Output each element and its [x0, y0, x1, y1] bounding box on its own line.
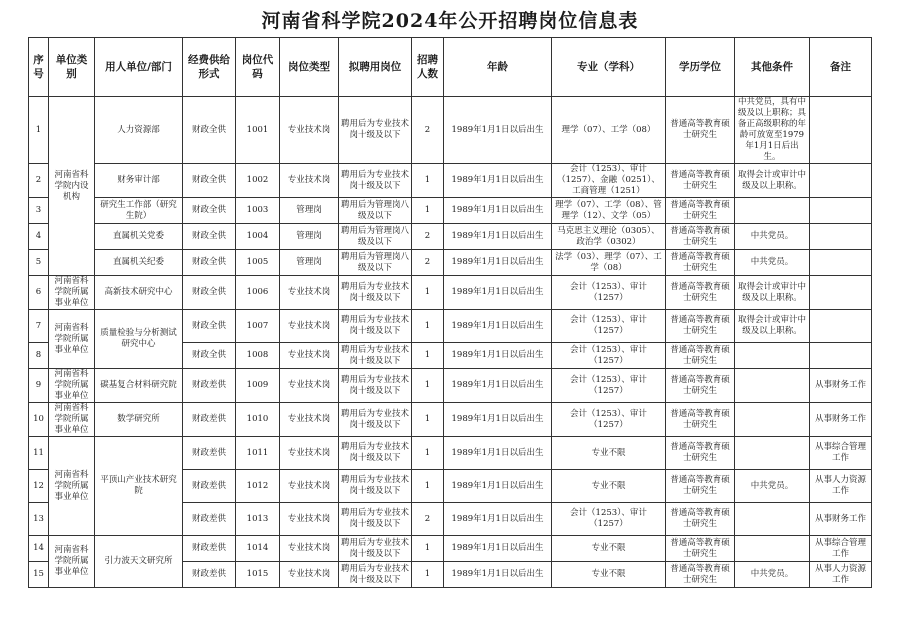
- cell-funding: 财政全供: [183, 198, 236, 224]
- cell-age: 1989年1月1日以后出生: [444, 369, 552, 403]
- cell-degree: 普通高等教育硕士研究生: [666, 562, 735, 588]
- cell-planned: 聘用后为专业技术岗十级及以下: [339, 562, 412, 588]
- cell-post-type: 专业技术岗: [280, 403, 339, 437]
- cell-count: 1: [412, 470, 444, 503]
- cell-other: [735, 198, 810, 224]
- cell-post-type: 专业技术岗: [280, 503, 339, 536]
- cell-other: [735, 343, 810, 369]
- col-major: 专业（学科）: [552, 38, 666, 97]
- cell-funding: 财政全供: [183, 164, 236, 198]
- table-row: [29, 369, 872, 403]
- cell-remark: 从事财务工作: [810, 369, 872, 403]
- cell-post-type: 专业技术岗: [280, 164, 339, 198]
- cell-funding: 财政全供: [183, 276, 236, 310]
- cell-unit-type: 河南省科学院所属事业单位: [49, 310, 95, 369]
- cell-count: 2: [412, 97, 444, 164]
- col-other: 其他条件: [735, 38, 810, 97]
- cell-funding: 财政全供: [183, 97, 236, 164]
- cell-other: [735, 536, 810, 562]
- cell-code: 1008: [236, 343, 280, 369]
- cell-code: 1010: [236, 403, 280, 437]
- cell-remark: [810, 250, 872, 276]
- cell-seq: 2: [29, 164, 49, 198]
- table-row: [29, 97, 872, 164]
- cell-major: 会计（1253）、审计（1257）、金融（0251）、工商管理（1251）: [552, 164, 666, 198]
- cell-post-type: 专业技术岗: [280, 369, 339, 403]
- cell-unit-type: 河南省科学院所属事业单位: [49, 276, 95, 310]
- cell-degree: 普通高等教育硕士研究生: [666, 250, 735, 276]
- cell-age: 1989年1月1日以后出生: [444, 403, 552, 437]
- cell-seq: 3: [29, 198, 49, 224]
- table-row: [29, 164, 872, 198]
- cell-count: 1: [412, 403, 444, 437]
- cell-count: 1: [412, 276, 444, 310]
- cell-seq: 6: [29, 276, 49, 310]
- cell-post-type: 专业技术岗: [280, 97, 339, 164]
- cell-post-type: 专业技术岗: [280, 470, 339, 503]
- cell-remark: [810, 198, 872, 224]
- cell-post-type: 管理岗: [280, 198, 339, 224]
- cell-remark: [810, 276, 872, 310]
- cell-remark: 从事财务工作: [810, 503, 872, 536]
- col-post-type: 岗位类型: [280, 38, 339, 97]
- col-age: 年龄: [444, 38, 552, 97]
- cell-funding: 财政全供: [183, 310, 236, 343]
- cell-major: 专业不限: [552, 470, 666, 503]
- cell-degree: 普通高等教育硕士研究生: [666, 343, 735, 369]
- table-row: [29, 403, 872, 437]
- cell-funding: 财政全供: [183, 343, 236, 369]
- cell-post-type: 专业技术岗: [280, 343, 339, 369]
- cell-post-type: 专业技术岗: [280, 562, 339, 588]
- cell-degree: 普通高等教育硕士研究生: [666, 97, 735, 164]
- cell-code: 1005: [236, 250, 280, 276]
- cell-remark: 从事人力资源工作: [810, 470, 872, 503]
- cell-count: 1: [412, 198, 444, 224]
- cell-count: 1: [412, 536, 444, 562]
- cell-employer: 质量检验与分析测试研究中心: [95, 310, 183, 369]
- cell-employer: 引力波天文研究所: [95, 536, 183, 588]
- cell-major: 专业不限: [552, 536, 666, 562]
- cell-major: 理学（07）、工学（08）: [552, 97, 666, 164]
- cell-seq: 4: [29, 224, 49, 250]
- cell-degree: 普通高等教育硕士研究生: [666, 164, 735, 198]
- cell-planned: 聘用后为专业技术岗十级及以下: [339, 437, 412, 470]
- cell-count: 1: [412, 369, 444, 403]
- cell-degree: 普通高等教育硕士研究生: [666, 437, 735, 470]
- cell-other: [735, 403, 810, 437]
- cell-code: 1001: [236, 97, 280, 164]
- cell-planned: 聘用后为专业技术岗十级及以下: [339, 503, 412, 536]
- cell-planned: 聘用后为专业技术岗十级及以下: [339, 310, 412, 343]
- cell-remark: [810, 310, 872, 343]
- cell-degree: 普通高等教育硕士研究生: [666, 224, 735, 250]
- cell-planned: 聘用后为专业技术岗十级及以下: [339, 164, 412, 198]
- cell-degree: 普通高等教育硕士研究生: [666, 310, 735, 343]
- cell-age: 1989年1月1日以后出生: [444, 536, 552, 562]
- cell-remark: 从事综合管理工作: [810, 437, 872, 470]
- cell-code: 1004: [236, 224, 280, 250]
- cell-count: 1: [412, 562, 444, 588]
- cell-unit-type: 河南省科学院所属事业单位: [49, 403, 95, 437]
- col-funding: 经费供给形式: [183, 38, 236, 97]
- cell-other: 中共党员。: [735, 470, 810, 503]
- cell-remark: [810, 224, 872, 250]
- cell-age: 1989年1月1日以后出生: [444, 503, 552, 536]
- cell-age: 1989年1月1日以后出生: [444, 343, 552, 369]
- cell-planned: 聘用后为管理岗八级及以下: [339, 198, 412, 224]
- cell-degree: 普通高等教育硕士研究生: [666, 470, 735, 503]
- cell-age: 1989年1月1日以后出生: [444, 250, 552, 276]
- cell-unit-type: 河南省科学院所属事业单位: [49, 536, 95, 588]
- cell-unit-type: 河南省科学院所属事业单位: [49, 437, 95, 536]
- table-row: [29, 310, 872, 343]
- cell-funding: 财政差供: [183, 562, 236, 588]
- table-row: [29, 198, 872, 224]
- cell-post-type: 专业技术岗: [280, 310, 339, 343]
- cell-seq: 11: [29, 437, 49, 470]
- cell-code: 1002: [236, 164, 280, 198]
- cell-employer: 直属机关党委: [95, 224, 183, 250]
- col-planned-post: 拟聘用岗位: [339, 38, 412, 97]
- cell-seq: 12: [29, 470, 49, 503]
- cell-count: 1: [412, 437, 444, 470]
- cell-remark: 从事综合管理工作: [810, 536, 872, 562]
- cell-employer: 直属机关纪委: [95, 250, 183, 276]
- cell-age: 1989年1月1日以后出生: [444, 198, 552, 224]
- cell-seq: 7: [29, 310, 49, 343]
- cell-age: 1989年1月1日以后出生: [444, 437, 552, 470]
- cell-remark: [810, 164, 872, 198]
- cell-major: 法学（03）、理学（07）、工学（08）: [552, 250, 666, 276]
- cell-other: 中共党员。: [735, 250, 810, 276]
- cell-post-type: 管理岗: [280, 250, 339, 276]
- cell-degree: 普通高等教育硕士研究生: [666, 369, 735, 403]
- cell-code: 1014: [236, 536, 280, 562]
- cell-other: [735, 437, 810, 470]
- cell-major: 会计（1253）、审计（1257）: [552, 403, 666, 437]
- cell-code: 1013: [236, 503, 280, 536]
- cell-funding: 财政差供: [183, 369, 236, 403]
- cell-funding: 财政差供: [183, 403, 236, 437]
- cell-other: 取得会计或审计中级及以上职称。: [735, 276, 810, 310]
- cell-post-type: 专业技术岗: [280, 536, 339, 562]
- cell-major: 会计（1253）、审计（1257）: [552, 276, 666, 310]
- cell-degree: 普通高等教育硕士研究生: [666, 403, 735, 437]
- cell-seq: 5: [29, 250, 49, 276]
- cell-seq: 14: [29, 536, 49, 562]
- cell-planned: 聘用后为管理岗八级及以下: [339, 250, 412, 276]
- cell-seq: 8: [29, 343, 49, 369]
- cell-degree: 普通高等教育硕士研究生: [666, 503, 735, 536]
- cell-major: 会计（1253）、审计（1257）: [552, 343, 666, 369]
- cell-major: 会计（1253）、审计（1257）: [552, 310, 666, 343]
- col-code: 岗位代码: [236, 38, 280, 97]
- cell-major: 理学（07）、工学（08）、管理学（12）、文学（05）: [552, 198, 666, 224]
- cell-other: 中共党员，具有中级及以上职称；具备正高级职称的年龄可放宽至1979年1月1日后出生。: [735, 97, 810, 164]
- cell-degree: 普通高等教育硕士研究生: [666, 276, 735, 310]
- cell-remark: [810, 343, 872, 369]
- cell-code: 1011: [236, 437, 280, 470]
- cell-count: 2: [412, 250, 444, 276]
- cell-code: 1003: [236, 198, 280, 224]
- cell-post-type: 专业技术岗: [280, 276, 339, 310]
- table-row: [29, 250, 872, 276]
- cell-other: 取得会计或审计中级及以上职称。: [735, 310, 810, 343]
- cell-code: 1006: [236, 276, 280, 310]
- cell-age: 1989年1月1日以后出生: [444, 164, 552, 198]
- cell-seq: 13: [29, 503, 49, 536]
- cell-age: 1989年1月1日以后出生: [444, 224, 552, 250]
- cell-seq: 10: [29, 403, 49, 437]
- page-title: 河南省科学院2024年公开招聘岗位信息表: [261, 10, 639, 32]
- cell-employer: 数学研究所: [95, 403, 183, 437]
- cell-seq: 9: [29, 369, 49, 403]
- cell-major: 会计（1253）、审计（1257）: [552, 503, 666, 536]
- table-row: [29, 276, 872, 310]
- cell-employer: 平顶山产业技术研究院: [95, 437, 183, 536]
- cell-seq: 15: [29, 562, 49, 588]
- col-degree: 学历学位: [666, 38, 735, 97]
- cell-code: 1012: [236, 470, 280, 503]
- cell-planned: 聘用后为专业技术岗十级及以下: [339, 403, 412, 437]
- cell-other: [735, 369, 810, 403]
- cell-code: 1007: [236, 310, 280, 343]
- cell-age: 1989年1月1日以后出生: [444, 276, 552, 310]
- cell-unit-type: 河南省科学院所属事业单位: [49, 369, 95, 403]
- cell-count: 1: [412, 164, 444, 198]
- cell-remark: [810, 97, 872, 164]
- table-row: [29, 437, 872, 470]
- cell-degree: 普通高等教育硕士研究生: [666, 536, 735, 562]
- cell-funding: 财政差供: [183, 503, 236, 536]
- cell-planned: 聘用后为专业技术岗十级及以下: [339, 369, 412, 403]
- cell-planned: 聘用后为专业技术岗十级及以下: [339, 470, 412, 503]
- cell-other: 中共党员。: [735, 224, 810, 250]
- cell-degree: 普通高等教育硕士研究生: [666, 198, 735, 224]
- cell-funding: 财政全供: [183, 250, 236, 276]
- cell-major: 专业不限: [552, 437, 666, 470]
- cell-other: 中共党员。: [735, 562, 810, 588]
- col-employer: 用人单位/部门: [95, 38, 183, 97]
- cell-major: 马克思主义理论（0305）、政治学（0302）: [552, 224, 666, 250]
- header-row: [29, 38, 872, 97]
- cell-age: 1989年1月1日以后出生: [444, 562, 552, 588]
- cell-count: 2: [412, 503, 444, 536]
- cell-employer: 财务审计部: [95, 164, 183, 198]
- cell-seq: 1: [29, 97, 49, 164]
- col-unit-type: 单位类别: [49, 38, 95, 97]
- cell-funding: 财政差供: [183, 536, 236, 562]
- cell-remark: 从事财务工作: [810, 403, 872, 437]
- cell-employer: 高新技术研究中心: [95, 276, 183, 310]
- cell-age: 1989年1月1日以后出生: [444, 97, 552, 164]
- cell-planned: 聘用后为专业技术岗十级及以下: [339, 276, 412, 310]
- cell-planned: 聘用后为专业技术岗十级及以下: [339, 343, 412, 369]
- col-count: 招聘人数: [412, 38, 444, 97]
- cell-age: 1989年1月1日以后出生: [444, 310, 552, 343]
- cell-employer: 碳基复合材料研究院: [95, 369, 183, 403]
- cell-funding: 财政全供: [183, 224, 236, 250]
- cell-post-type: 管理岗: [280, 224, 339, 250]
- cell-funding: 财政差供: [183, 470, 236, 503]
- cell-other: 取得会计或审计中级及以上职称。: [735, 164, 810, 198]
- cell-planned: 聘用后为管理岗八级及以下: [339, 224, 412, 250]
- cell-count: 1: [412, 310, 444, 343]
- cell-major: 专业不限: [552, 562, 666, 588]
- cell-employer: 人力资源部: [95, 97, 183, 164]
- cell-remark: 从事人力资源工作: [810, 562, 872, 588]
- table-row: [29, 224, 872, 250]
- cell-count: 2: [412, 224, 444, 250]
- cell-code: 1009: [236, 369, 280, 403]
- cell-funding: 财政差供: [183, 437, 236, 470]
- col-remark: 备注: [810, 38, 872, 97]
- cell-employer: 研究生工作部（研究生院）: [95, 198, 183, 224]
- table-row: [29, 536, 872, 562]
- cell-unit-type: 河南省科学院内设机构: [49, 97, 95, 276]
- cell-planned: 聘用后为专业技术岗十级及以下: [339, 536, 412, 562]
- recruitment-table: [28, 37, 872, 588]
- cell-age: 1989年1月1日以后出生: [444, 470, 552, 503]
- cell-other: [735, 503, 810, 536]
- col-seq: 序号: [29, 38, 49, 97]
- cell-major: 会计（1253）、审计（1257）: [552, 369, 666, 403]
- cell-post-type: 专业技术岗: [280, 437, 339, 470]
- cell-planned: 聘用后为专业技术岗十级及以下: [339, 97, 412, 164]
- cell-count: 1: [412, 343, 444, 369]
- cell-code: 1015: [236, 562, 280, 588]
